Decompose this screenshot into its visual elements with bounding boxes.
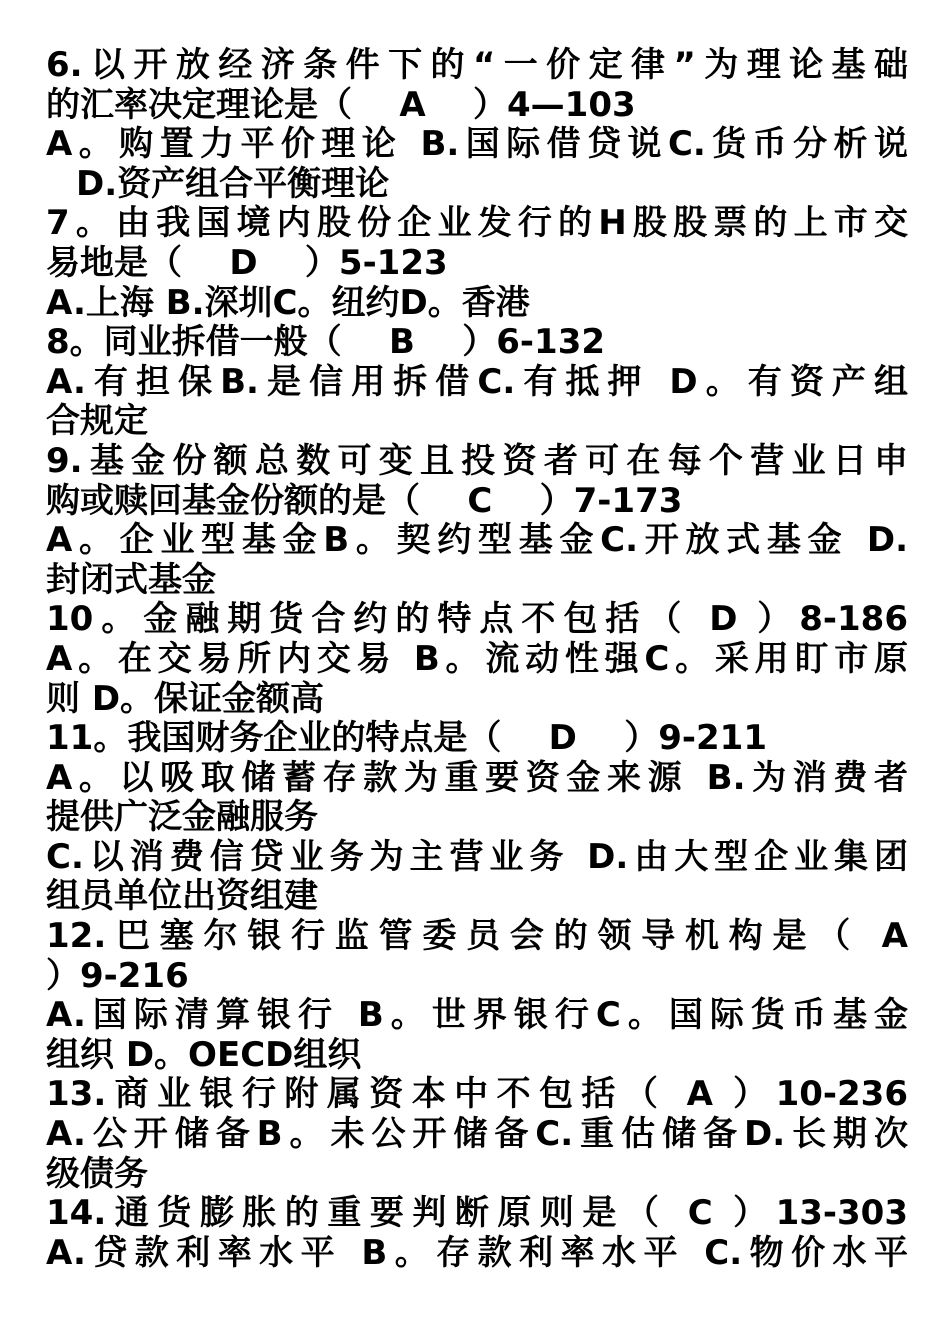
answer-options: A.公开储备B。未公开储备C.重估储备D.长期次 xyxy=(46,1114,908,1155)
question-text: 8。同业拆借一般（ B ）6-132 xyxy=(46,322,606,363)
answer-options: 提供广泛金融服务 xyxy=(46,797,318,838)
document-page xyxy=(46,46,908,1273)
answer-options: 级债务 xyxy=(46,1153,148,1194)
question-text: 的汇率决定理论是（ A ）4—103 xyxy=(46,84,636,125)
question-14 xyxy=(46,1194,908,1273)
answer-options: A.有担保B.是信用拆借C.有抵押 D。有资产组 xyxy=(46,361,908,402)
answer-options: 封闭式基金 xyxy=(46,559,216,600)
question-text: 9.基金份额总数可变且投资者可在每个营业日申 xyxy=(46,440,908,481)
question-13 xyxy=(46,1075,908,1194)
answer-options: 则 D。保证金额高 xyxy=(46,678,325,719)
question-7 xyxy=(46,204,908,323)
question-6 xyxy=(46,46,908,204)
question-text: ）9-216 xyxy=(46,955,189,996)
answer-options: A。企业型基金B。契约型基金C.开放式基金 D. xyxy=(46,520,908,561)
question-text: 14.通货膨胀的重要判断原则是（ C ）13-303 xyxy=(46,1193,908,1234)
question-8 xyxy=(46,323,908,442)
question-text: 12.巴塞尔银行监管委员会的领导机构是（ A xyxy=(46,916,908,957)
question-12 xyxy=(46,917,908,1075)
question-text: 10。金融期货合约的特点不包括（ D ）8-186 xyxy=(46,599,908,640)
question-9 xyxy=(46,442,908,600)
answer-options: D.资产组合平衡理论 xyxy=(76,163,390,204)
answer-options: 组织 D。OECD组织 xyxy=(46,1034,362,1075)
answer-options: 合规定 xyxy=(46,401,148,442)
question-text: 7。由我国境内股份企业发行的H股股票的上市交 xyxy=(46,203,908,244)
answer-options: A.国际清算银行 B。世界银行C。国际货币基金 xyxy=(46,995,908,1036)
answer-options: A。在交易所内交易 B。流动性强C。采用盯市原 xyxy=(46,638,908,679)
answer-options: C.以消费信贷业务为主营业务 D.由大型企业集团 xyxy=(46,836,908,877)
answer-options: A.贷款利率水平 B。存款利率水平 C.物价水平 xyxy=(46,1232,908,1273)
question-10 xyxy=(46,600,908,719)
question-text: 易地是（ D ）5-123 xyxy=(46,242,448,283)
question-11 xyxy=(46,719,908,917)
question-text: 6.以开放经济条件下的“一价定律”为理论基础 xyxy=(46,45,908,85)
question-text: 购或赎回基金份额的是（ C ）7-173 xyxy=(46,480,683,521)
answer-options: 组员单位出资组建 xyxy=(46,876,318,917)
answer-options: A.上海 B.深圳C。纽约D。香港 xyxy=(46,282,530,323)
answer-options: A。购置力平价理论 B.国际借贷说C.货币分析说 xyxy=(46,124,908,165)
answer-options: A。以吸取储蓄存款为重要资金来源 B.为消费者 xyxy=(46,757,908,798)
question-text: 11。我国财务企业的特点是（ D ）9-211 xyxy=(46,718,767,759)
question-text: 13.商业银行附属资本中不包括（ A ）10-236 xyxy=(46,1074,908,1115)
